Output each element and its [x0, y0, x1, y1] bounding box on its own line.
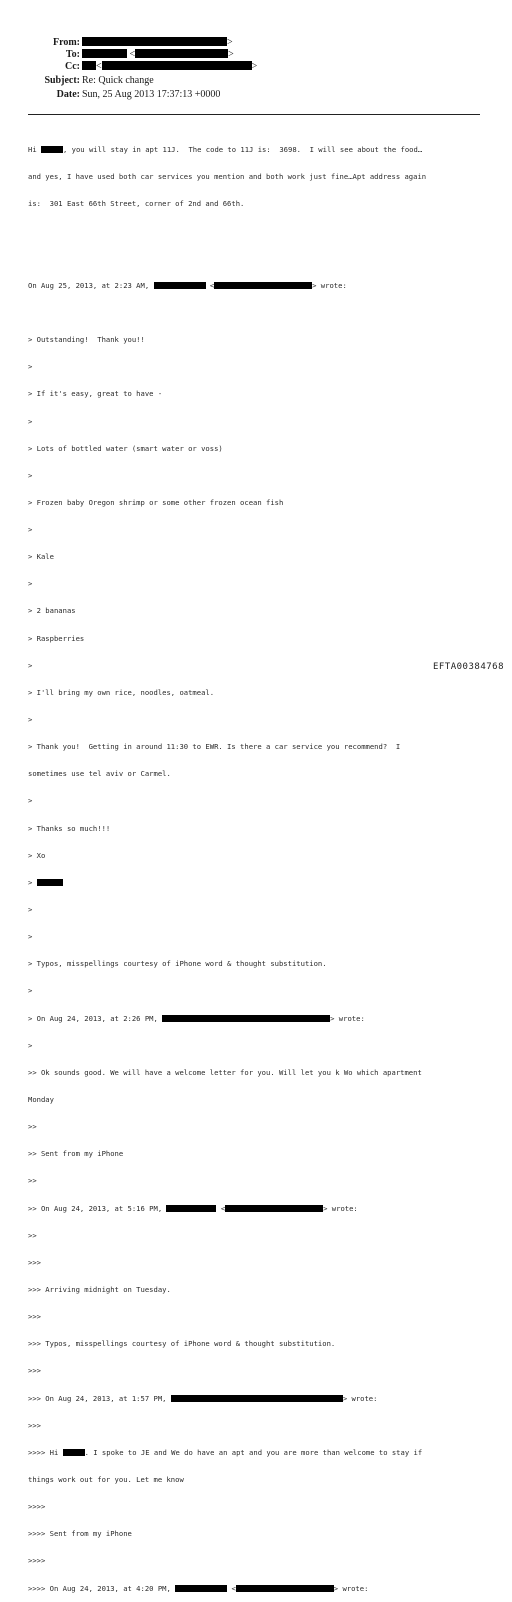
body-line: >>>> [28, 1502, 46, 1512]
redaction-bar [166, 1205, 216, 1212]
body-line: >>> [28, 1420, 41, 1430]
body-line: and yes, I have used both car services you mention and both work just fine…Apt address again [28, 172, 427, 182]
redaction-bar [214, 282, 312, 289]
redaction-bar [225, 1205, 323, 1212]
body-line: > [28, 362, 33, 372]
body-line: > Lots of bottled water (smart water or voss) [28, 443, 223, 453]
body-line: > Thanks so much!!! [28, 823, 111, 833]
body-line: > [28, 416, 33, 426]
body-line: > I'll bring my own rice, noodles, oatmeal. [28, 687, 215, 697]
body-line: > [28, 525, 33, 535]
body-line: >>> [28, 1312, 41, 1322]
date-value: Sun, 25 Aug 2013 17:37:13 +0000 [82, 89, 221, 100]
subject-label: Subject: [44, 75, 80, 86]
redaction-bar [102, 61, 252, 70]
body-line: > [28, 470, 33, 480]
body-line: Monday [28, 1095, 54, 1105]
body-line: > [28, 660, 33, 670]
quote-header: >> On Aug 24, 2013, at 5:16 PM, < > wrote: [28, 1203, 358, 1213]
body-line: > Raspberries [28, 633, 85, 643]
body-line: Hi , you will stay in apt 11J. The code to 11J is: 3698. I will see about the food… [28, 145, 423, 155]
body-line: >>>> Sent from my iPhone [28, 1529, 132, 1539]
body-line: >> [28, 1230, 37, 1240]
body-line: >> Ok sounds good. We will have a welcome letter for you. Will let you k Wo which apartment [28, 1067, 422, 1077]
body-line: >>> [28, 1366, 41, 1376]
body-line: > [28, 986, 33, 996]
body-line: > [28, 1040, 33, 1050]
body-line: > [28, 715, 33, 725]
body-line: > [28, 796, 33, 806]
redaction-bar [175, 1585, 227, 1592]
quote-header: >>> On Aug 24, 2013, at 1:57 PM, > wrote: [28, 1393, 378, 1403]
redaction-bar [63, 1449, 85, 1456]
body-line: > Xo [28, 850, 46, 860]
body-line: >> Sent from my iPhone [28, 1149, 124, 1159]
quote-header: On Aug 25, 2013, at 2:23 AM, < > wrote: [28, 280, 347, 290]
body-line: > Thank you! Getting in around 11:30 to EWR. Is there a car service you recommend? I [28, 742, 401, 752]
body-line: >>> Typos, misspellings courtesy of iPhone word & thought substitution. [28, 1339, 336, 1349]
body-line: things work out for you. Let me know [28, 1474, 184, 1484]
document-id: EFTA00384768 [432, 662, 504, 672]
cc-label: Cc: [65, 61, 80, 72]
body-line: > Outstanding! Thank you!! [28, 335, 145, 345]
redaction-bar [135, 49, 228, 58]
email-body [28, 127, 488, 1602]
subject-value: Re: Quick change [82, 75, 154, 86]
body-line: >>>> [28, 1556, 46, 1566]
redaction-bar [236, 1585, 334, 1592]
quote-header: > On Aug 24, 2013, at 2:26 PM, > wrote: [28, 1013, 365, 1023]
body-line: > [28, 579, 33, 589]
from-label: From: [52, 37, 80, 48]
quote-header: >>>> On Aug 24, 2013, at 4:20 PM, < > wrote: [28, 1583, 369, 1593]
body-line: >>> Arriving midnight on Tuesday. [28, 1285, 171, 1294]
body-line: sometimes use tel aviv or Carmel. [28, 769, 171, 779]
body-line: > [28, 905, 33, 915]
redaction-bar [171, 1395, 343, 1402]
redaction-bar [154, 282, 206, 289]
date-label: Date: [56, 89, 80, 100]
header-divider [28, 114, 480, 115]
body-line: > If it's easy, great to have - [28, 389, 163, 399]
body-line: > Typos, misspellings courtesy of iPhone word & thought substitution. [28, 959, 327, 969]
body-line: > Kale [28, 552, 54, 562]
body-line: >> [28, 1122, 37, 1132]
body-line: >> [28, 1176, 37, 1186]
to-label: To: [65, 49, 80, 60]
body-line: >>> [28, 1257, 41, 1267]
redaction-bar [162, 1015, 330, 1022]
redaction-bar [82, 61, 96, 70]
body-line: > Frozen baby Oregon shrimp or some other frozen ocean fish [28, 497, 284, 507]
redaction-bar [82, 49, 127, 58]
body-line: > 2 bananas [28, 606, 76, 616]
body-line: >>>> Hi . I spoke to JE and We do have an apt and you are more than welcome to stay if [28, 1447, 423, 1457]
redaction-bar [82, 37, 227, 46]
redaction-bar [37, 879, 63, 886]
body-line: is: 301 East 66th Street, corner of 2nd and 66th. [28, 199, 245, 209]
body-line: > [28, 932, 33, 942]
body-line: > [28, 878, 488, 887]
redaction-bar [41, 146, 63, 153]
